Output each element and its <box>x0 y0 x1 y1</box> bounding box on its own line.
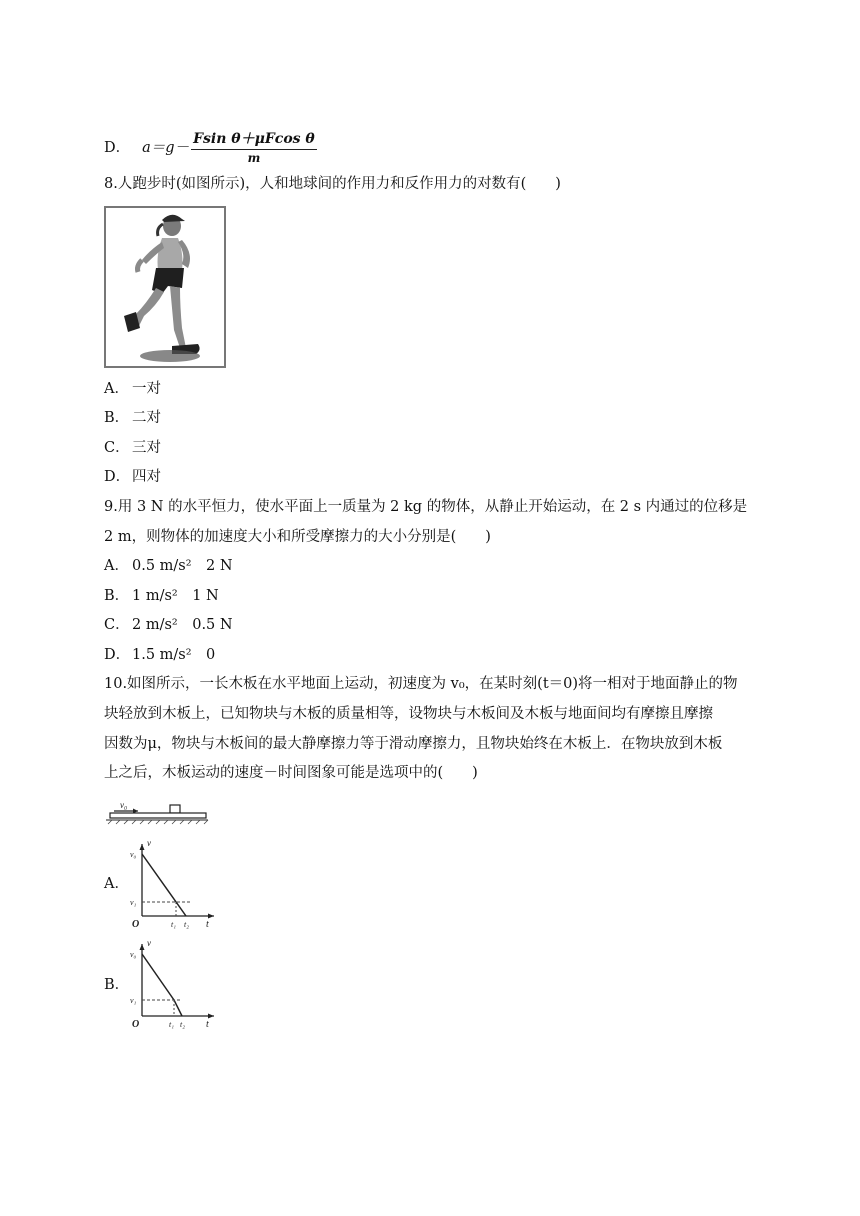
q10-option-b-key: B． <box>104 977 130 993</box>
option-key: A． <box>104 381 129 397</box>
velocity-line-segment-2 <box>174 1000 182 1016</box>
t2-tick-label: t₂ <box>180 1020 186 1029</box>
q10-option-a-key: A． <box>104 876 129 892</box>
formula-prefix: a＝g－ <box>142 140 190 156</box>
t-label: t <box>206 919 209 930</box>
option-text: 2 m/s² 0.5 N <box>132 617 233 633</box>
option-text: 二对 <box>132 410 161 426</box>
q10-stem-line-1: 10.如图所示，一长木板在水平地面上运动，初速度为 v₀，在某时刻(t＝0)将一相对于地面静止的物 <box>104 676 738 692</box>
q8-option-a <box>104 379 161 399</box>
fraction <box>191 128 317 165</box>
q9-stem-line-2: 2 m，则物体的加速度大小和所受摩擦力的大小分别是( ) <box>104 529 491 545</box>
option-key: D． <box>104 140 131 156</box>
q10-option-b-graph <box>130 938 220 1030</box>
v0-tick-label: v₀ <box>130 950 137 959</box>
option-key: A． <box>104 558 129 574</box>
option-key: C． <box>104 440 130 456</box>
q8-stem: 8.人跑步时(如图所示)，人和地球间的作用力和反作用力的对数有( ) <box>104 176 561 192</box>
option-text: 1 m/s² 1 N <box>132 588 219 604</box>
q9-stem-line-1: 9.用 3 N 的水平恒力，使水平面上一质量为 2 kg 的物体，从静止开始运动，在 2 s 内通过的位移是 <box>104 499 748 515</box>
option-text: 1.5 m/s² 0 <box>132 647 216 663</box>
v-axis-arrow <box>140 944 145 950</box>
v0-label: v₀ <box>120 800 128 810</box>
v1-tick-label: v₁ <box>130 996 137 1005</box>
q8-option-c <box>104 438 161 458</box>
option-key: C． <box>104 617 130 633</box>
v1-tick-label: v₁ <box>130 898 137 907</box>
velocity-line-segment-1 <box>142 954 174 1000</box>
q8-option-d <box>104 467 161 487</box>
q9-option-a <box>104 556 233 576</box>
t-axis-arrow <box>208 1014 214 1019</box>
t1-tick-label: t₁ <box>171 920 177 929</box>
q9-option-c <box>104 615 233 635</box>
option-text: 三对 <box>132 440 161 456</box>
q10-stem-line-2: 块轻放到木板上，已知物块与木板的质量相等，设物块与木板间及木板与地面间均有摩擦且摩擦 <box>104 706 713 722</box>
option-key: B． <box>104 410 130 426</box>
t-label: t <box>206 1019 209 1030</box>
v-label: v <box>147 938 151 948</box>
board-setup-figure <box>104 798 210 828</box>
v-label: v <box>147 838 151 848</box>
v-axis-arrow <box>140 844 145 850</box>
option-key: B． <box>104 588 130 604</box>
t2-tick-label: t₂ <box>184 920 190 929</box>
q9-option-b <box>104 586 219 606</box>
runner-illustration <box>106 208 224 366</box>
fraction-denominator: m <box>247 151 261 165</box>
q7-option-d <box>104 128 317 165</box>
runner-figure <box>104 206 226 368</box>
q8-option-b <box>104 408 161 428</box>
q10-stem-line-4: 上之后，木板运动的速度－时间图象可能是选项中的( ) <box>104 765 478 781</box>
t-axis-arrow <box>208 914 214 919</box>
ground-hatching <box>108 820 208 824</box>
board <box>110 813 206 818</box>
q9-option-d <box>104 645 215 665</box>
option-text: 0.5 m/s² 2 N <box>132 558 233 574</box>
option-key: D． <box>104 647 131 663</box>
t1-tick-label: t₁ <box>169 1020 175 1029</box>
option-key: D． <box>104 469 131 485</box>
q10-stem-line-3: 因数为μ，物块与木板间的最大静摩擦力等于滑动摩擦力，且物块始终在木板上．在物块放到木板 <box>104 736 723 752</box>
origin-label: O <box>132 1019 140 1030</box>
origin-label: O <box>132 919 140 930</box>
q10-option-a-graph <box>130 838 220 930</box>
option-text: 一对 <box>132 381 161 397</box>
velocity-line <box>142 854 186 916</box>
option-text: 四对 <box>132 469 161 485</box>
block <box>170 805 180 813</box>
v0-tick-label: v₀ <box>130 850 137 859</box>
fraction-numerator: Fsin θ＋μFcos θ <box>191 128 317 150</box>
